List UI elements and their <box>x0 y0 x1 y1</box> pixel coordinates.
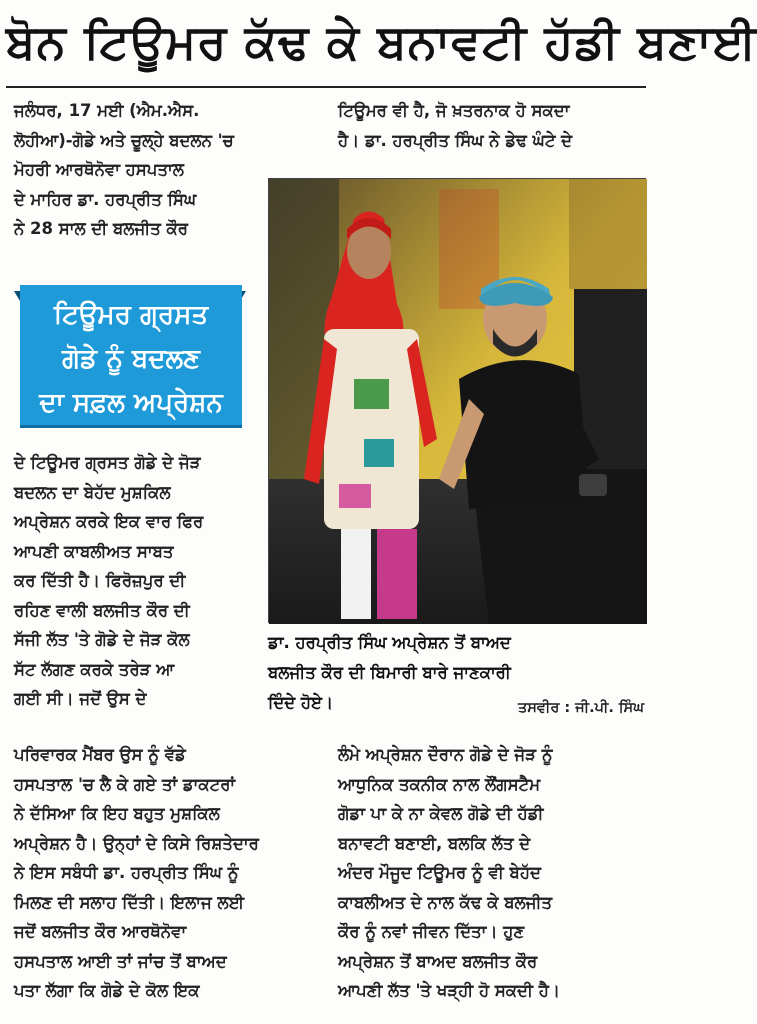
text-line: ਮਿਲਣ ਦੀ ਸਲਾਹ ਦਿੱਤੀ। ਇਲਾਜ ਲਈ <box>14 892 245 912</box>
text-line: ਹਸਪਤਾਲ ਆਈ ਤਾਂ ਜਾਂਚ ਤੋਂ ਬਾਅਦ <box>14 951 227 971</box>
text-line: ਬਨਾਵਟੀ ਬਣਾਈ, ਬਲਕਿ ਲੱਤ ਦੇ <box>338 833 531 853</box>
caption-line: ਦਿੰਦੇ ਹੋਏ। <box>268 693 334 712</box>
text-line: ਲੋਹੀਆ)-ਗੋਡੇ ਅਤੇ ਚੂਲ੍ਹੇ ਬਦਲਨ 'ਚ <box>14 130 234 150</box>
text-line: ਸੱਟ ਲੱਗਣ ਕਰਕੇ ਤਰੇੜ ਆ <box>14 659 175 679</box>
text-line: ਅਪ੍ਰੇਸ਼ਨ ਕਰਕੇ ਇਕ ਵਾਰ ਫਿਰ <box>14 512 204 531</box>
text-line: ਨੇ 28 ਸਾਲ ਦੀ ਬਲਜੀਤ ਕੌਰ <box>14 219 188 238</box>
column-left-mid <box>14 448 264 714</box>
headline-rule <box>6 86 646 88</box>
text-line: ਹਸਪਤਾਲ 'ਚ ਲੈ ਕੇ ਗਏ ਤਾਂ ਡਾਕਟਰਾਂ <box>14 774 236 794</box>
text-line: ਪਤਾ ਲੱਗਾ ਕਿ ਗੋਡੇ ਦੇ ਕੋਲ ਇਕ <box>14 981 200 1000</box>
text-line: ਨੇ ਇਸ ਸਬੰਧੀ ਡਾ. ਹਰਪ੍ਰੀਤ ਸਿੰਘ ਨੂੰ <box>14 863 239 882</box>
text-line: ਆਪਣੀ ਕਾਬਲੀਅਤ ਸਾਬਤ <box>14 541 174 561</box>
headline: ਬੋਨ ਟਿਊਮਰ ਕੱਢ ਕੇ ਬਨਾਵਟੀ ਹੱਡੀ ਬਣਾਈ <box>6 15 757 70</box>
text-line: ਦੇ ਮਾਹਿਰ ਡਾ. ਹਰਪ੍ਰੀਤ ਸਿੰਘ <box>14 189 197 209</box>
text-line: ਸੱਜੀ ਲੱਤ 'ਤੇ ਗੋਡੇ ਦੇ ਜੋੜ ਕੋਲ <box>14 630 190 649</box>
news-photo <box>268 178 646 623</box>
column-left-bottom <box>14 740 326 1006</box>
text-line: ਆਪਣੀ ਲੱਤ 'ਤੇ ਖੜ੍ਹੀ ਹੋ ਸਕਦੀ ਹੈ। <box>338 981 560 1000</box>
callout-text <box>20 293 242 425</box>
text-line: ਅੰਦਰ ਮੌਜੂਦ ਟਿਊਮਰ ਨੂੰ ਵੀ ਬੇਹੱਦ <box>338 863 541 882</box>
text-line: ਦੇ ਟਿਊਮਰ ਗ੍ਰਸਤ ਗੋਡੇ ਦੇ ਜੋੜ <box>14 453 201 472</box>
text-line: ਗਈ ਸੀ। ਜਦੋਂ ਉਸ ਦੇ <box>14 689 147 708</box>
column-right-top <box>338 96 644 155</box>
column-right-bottom <box>338 740 644 1006</box>
text-line: ਕੌਰ ਨੂੰ ਨਵਾਂ ਜੀਵਨ ਦਿੱਤਾ। ਹੁਣ <box>338 922 525 941</box>
callout-line: ਗੋਡੇ ਨੂੰ ਬਦਲਣ <box>62 344 200 374</box>
text-line: ਜਲੰਧਰ, 17 ਮਈ (ਐਮ.ਐਸ. <box>14 101 200 120</box>
callout-line: ਦਾ ਸਫ਼ਲ ਅਪ੍ਰੇਸ਼ਨ <box>39 388 223 418</box>
text-line: ਅਪ੍ਰੇਸ਼ਨ ਤੋਂ ਬਾਅਦ ਬਲਜੀਤ ਕੌਰ <box>338 951 538 971</box>
text-line: ਬਦਲਨ ਦਾ ਬੇਹੱਦ ਮੁਸ਼ਕਿਲ <box>14 482 171 502</box>
text-line: ਅਪ੍ਰੇਸ਼ਨ ਹੈ। ਉਨ੍ਹਾਂ ਦੇ ਕਿਸੇ ਰਿਸ਼ਤੇਦਾਰ <box>14 833 259 853</box>
text-line: ਨੇ ਦੱਸਿਆ ਕਿ ਇਹ ਬਹੁਤ ਮੁਸ਼ਕਿਲ <box>14 804 220 823</box>
text-line: ਕਰ ਦਿੱਤੀ ਹੈ। ਫਿਰੋਜ਼ਪੁਰ ਦੀ <box>14 571 186 590</box>
text-line: ਕਾਬਲੀਅਤ ਦੇ ਨਾਲ ਕੱਢ ਕੇ ਬਲਜੀਤ <box>338 892 553 912</box>
phone-on-sofa <box>579 474 607 496</box>
text-line: ਪਰਿਵਾਰਕ ਮੈਂਬਰ ਉਸ ਨੂੰ ਵੱਡੇ <box>14 745 186 764</box>
text-line: ਗੋਡਾ ਪਾ ਕੇ ਨਾ ਕੇਵਲ ਗੋਡੇ ਦੀ ਹੱਡੀ <box>338 804 544 823</box>
photo-illustration <box>269 179 647 624</box>
text-line: ਟਿਊਮਰ ਵੀ ਹੈ, ਜੋ ਖ਼ਤਰਨਾਕ ਹੋ ਸਕਦਾ <box>338 101 570 120</box>
text-line: ਲੰਮੇ ਅਪ੍ਰੇਸ਼ਨ ਦੌਰਾਨ ਗੋਡੇ ਦੇ ਜੋੜ ਨੂੰ <box>338 745 553 764</box>
text-line: ਮੋਹਰੀ ਆਰਥੋਨੋਵਾ ਹਸਪਤਾਲ <box>14 160 184 179</box>
text-line: ਆਧੁਨਿਕ ਤਕਨੀਕ ਨਾਲ ਲੌਂਗਸਟੈਮ <box>338 774 541 794</box>
text-line: ਜਦੋਂ ਬਲਜੀਤ ਕੌਰ ਆਰਥੋਨੋਵਾ <box>14 922 187 941</box>
callout-line: ਟਿਊਮਰ ਗ੍ਰਸਤ <box>53 300 209 330</box>
text-line: ਹੈ। ਡਾ. ਹਰਪ੍ਰੀਤ ਸਿੰਘ ਨੇ ਡੇਢ ਘੰਟੇ ਦੇ <box>338 130 573 150</box>
caption-line: ਬਲਜੀਤ ਕੌਰ ਦੀ ਬਿਮਾਰੀ ਬਾਰੇ ਜਾਣਕਾਰੀ <box>268 663 511 682</box>
caption-line: ਡਾ. ਹਰਪ੍ਰੀਤ ਸਿੰਘ ਅਪ੍ਰੇਸ਼ਨ ਤੋਂ ਬਾਅਦ <box>268 633 511 652</box>
photo-credit: ਤਸਵੀਰ : ਜੀ.ਪੀ. ਸਿੰਘ <box>518 700 644 716</box>
highlight-callout <box>14 285 246 429</box>
text-line: ਰਹਿਣ ਵਾਲੀ ਬਲਜੀਤ ਕੌਰ ਦੀ <box>14 600 190 620</box>
